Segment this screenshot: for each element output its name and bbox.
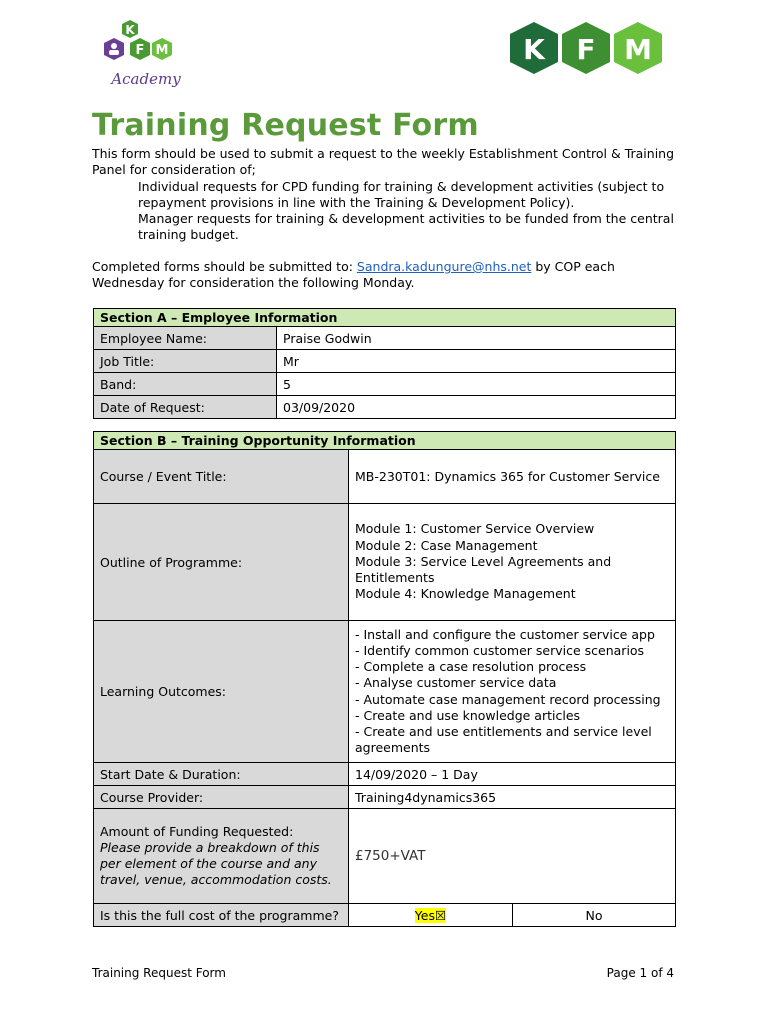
table-row	[94, 621, 676, 763]
submission-instructions	[92, 259, 682, 292]
course-provider-label: Course Provider:	[94, 786, 349, 809]
list-item	[92, 211, 682, 244]
list-item	[92, 179, 682, 212]
svg-text:K: K	[523, 33, 545, 66]
outcome-line: - Analyse customer service data	[355, 675, 557, 691]
learning-outcomes-label: Learning Outcomes:	[94, 621, 349, 763]
course-title-field[interactable]: MB-230T01: Dynamics 365 for Customer Service	[349, 450, 676, 504]
checked-box-icon[interactable]: ☒	[434, 907, 447, 923]
outline-line: Module 2: Case Management	[355, 537, 538, 553]
table-row	[94, 396, 676, 419]
svg-text:M: M	[624, 33, 652, 66]
outcome-line: - Complete a case resolution process	[355, 659, 587, 675]
svg-text:Academy: Academy	[111, 70, 181, 88]
page-title: Training Request Form	[92, 108, 479, 143]
footer-title: Training Request Form	[92, 966, 226, 980]
funding-amount-field[interactable]: £750+VAT	[349, 809, 676, 904]
outline-line: Module 3: Service Level Agreements and Entitlements	[355, 553, 612, 586]
job-title-label: Job Title:	[94, 350, 277, 373]
funding-note: Please provide a breakdown of this per element of the course and any travel, venue, accommodation costs.	[100, 839, 332, 888]
intro-paragraph: This form should be used to submit a request to the weekly Establishment Control & Training Panel for consideration of;	[92, 146, 675, 178]
intro-bullet-list	[92, 179, 682, 244]
submit-suffix: by COP each Wednesday for consideration the following Monday.	[92, 259, 615, 291]
outcome-line: - Identify common customer service scenarios	[355, 642, 645, 658]
svg-text:F: F	[576, 33, 596, 66]
start-date-field[interactable]: 14/09/2020 – 1 Day	[349, 763, 676, 786]
table-row	[94, 904, 676, 927]
yes-option[interactable]	[415, 908, 446, 923]
bullet-text: Manager requests for training & development activities to be funded from the central training budget.	[138, 211, 674, 243]
svg-text:K: K	[125, 23, 135, 37]
svg-text:M: M	[155, 43, 169, 58]
svg-text:F: F	[135, 43, 145, 58]
yes-label: Yes	[414, 907, 435, 923]
full-cost-yes-cell[interactable]	[349, 904, 513, 927]
full-cost-label: Is this the full cost of the programme?	[94, 904, 349, 927]
outline-field[interactable]	[349, 504, 676, 621]
table-row	[94, 450, 676, 504]
kfm-academy-logo	[100, 18, 192, 92]
outline-line: Module 1: Customer Service Overview	[355, 521, 595, 537]
band-field[interactable]: 5	[277, 373, 676, 396]
funding-label: Amount of Funding Requested:	[100, 823, 294, 839]
employee-name-label: Employee Name:	[94, 327, 277, 350]
funding-label-cell	[94, 809, 349, 904]
section-b-heading: Section B – Training Opportunity Information	[94, 432, 676, 450]
table-row	[94, 763, 676, 786]
table-row	[94, 786, 676, 809]
submit-prefix: Completed forms should be submitted to:	[92, 259, 357, 274]
outline-line: Module 4: Knowledge Management	[355, 586, 576, 602]
full-cost-no-cell[interactable]: No	[513, 904, 676, 927]
band-label: Band:	[94, 373, 277, 396]
date-of-request-field[interactable]: 03/09/2020	[277, 396, 676, 419]
date-of-request-label: Date of Request:	[94, 396, 277, 419]
course-title-label: Course / Event Title:	[94, 450, 349, 504]
table-row	[94, 809, 676, 904]
table-row	[94, 373, 676, 396]
email-link[interactable]: Sandra.kadungure@nhs.net	[356, 259, 532, 274]
course-provider-field[interactable]: Training4dynamics365	[349, 786, 676, 809]
section-a-table	[93, 308, 676, 419]
employee-name-field[interactable]: Praise Godwin	[277, 327, 676, 350]
job-title-field[interactable]: Mr	[277, 350, 676, 373]
table-row	[94, 327, 676, 350]
table-row	[94, 350, 676, 373]
start-date-label: Start Date & Duration:	[94, 763, 349, 786]
outcome-line: - Automate case management record processing	[355, 691, 661, 707]
outline-label: Outline of Programme:	[94, 504, 349, 621]
table-row	[94, 504, 676, 621]
outcome-line: - Create and use entitlements and service level agreements	[355, 723, 652, 756]
section-b-table	[93, 431, 676, 927]
section-a-heading: Section A – Employee Information	[94, 309, 676, 327]
kfm-logo	[506, 20, 666, 78]
outcome-line: - Create and use knowledge articles	[355, 707, 581, 723]
page-number: Page 1 of 4	[606, 966, 674, 980]
bullet-text: Individual requests for CPD funding for training & development activities (subject to repayment provisions in line with the Training & Development Policy).	[138, 178, 665, 210]
learning-outcomes-field[interactable]	[349, 621, 676, 763]
intro-text-block	[92, 146, 682, 244]
outcome-line: - Install and configure the customer service app	[355, 626, 655, 642]
